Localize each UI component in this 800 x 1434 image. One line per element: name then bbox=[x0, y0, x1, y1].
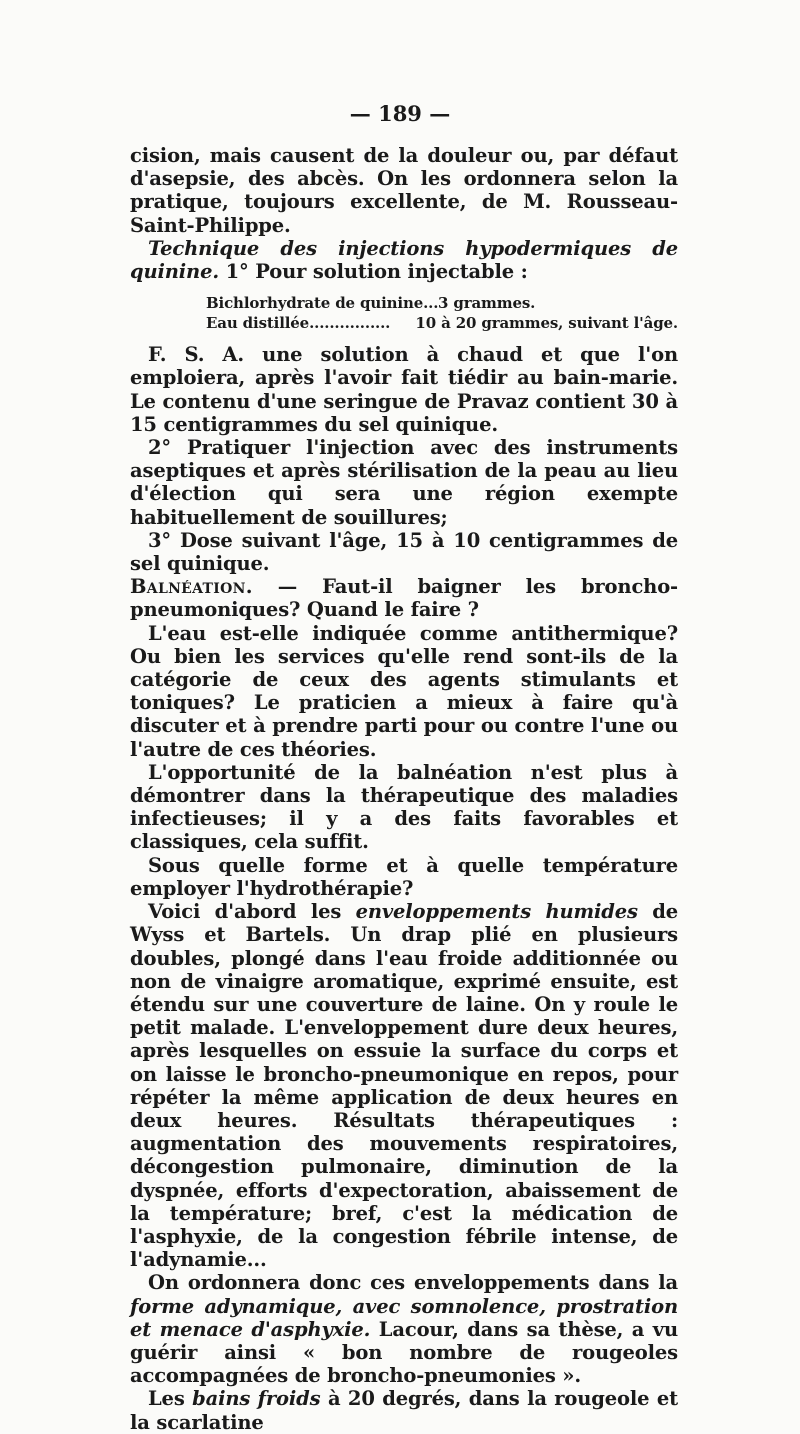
emphasis-forme-adynamique: forme adynamique, avec somnolence, prostration et menace d'asphyxie. bbox=[130, 1294, 678, 1341]
paragraph-step-2: 2° Pratiquer l'injection avec des instruments aseptiques et après stérilisation de la peau au lieu d'élection qui sera une région exempte habituellement de souillures; bbox=[130, 436, 678, 529]
text-run: Les bbox=[148, 1387, 193, 1411]
paragraph-balneation-text: — Faut-il baigner les broncho-pneumoniques? Quand le faire ? bbox=[130, 575, 678, 622]
section-heading-balneation: Balnéation. bbox=[130, 575, 253, 599]
paragraph-balneation bbox=[130, 575, 678, 621]
text-run: Voici d'abord les bbox=[148, 900, 356, 924]
formula-row bbox=[206, 313, 678, 333]
paragraph-continuation: cision, mais causent de la douleur ou, par défaut d'asepsie, des abcès. On les ordonnera selon la pratique, toujours excellente, de M. Rousseau-Saint-Philippe. bbox=[130, 144, 678, 237]
paragraph-bains-froids bbox=[130, 1387, 678, 1433]
paragraph-ordonnance bbox=[130, 1271, 678, 1387]
formula-quantity: 3 grammes. bbox=[438, 294, 536, 313]
page-body bbox=[130, 144, 678, 1434]
formula-quantity: 10 à 20 grammes, suivant l'âge. bbox=[415, 314, 678, 333]
paragraph-opportunite: L'opportunité de la balnéation n'est plus à démontrer dans la thérapeutique des maladies infectieuses; il y a des faits favorables et classiques, cela suffit. bbox=[130, 760, 678, 854]
text-run: Lacour, dans sa thèse, a vu guérir ainsi « bon nombre de rougeoles accompagnées de broncho-pneumonies ». bbox=[130, 1317, 678, 1388]
formula-ingredient: Eau distillée................ bbox=[206, 314, 391, 333]
text-run: à 20 degrés, dans la rougeole et la scarlatine bbox=[130, 1387, 678, 1434]
paragraph-technique-text: 1° Pour solution injectable : bbox=[218, 260, 528, 284]
emphasis-bains-froids: bains froids bbox=[192, 1387, 321, 1411]
paragraph-antithermique: L'eau est-elle indiquée comme antithermique? Ou bien les services qu'elle rend sont-ils de la catégorie de ceux des agents stimulants et toniques? Le praticien a mieux à faire qu'à discuter et à prendre parti pour ou contre l'une ou l'autre de ces théories. bbox=[130, 621, 678, 761]
text-run: de Wyss et Bartels. Un drap plié en plusieurs doubles, plongé dans l'eau froide additionnée ou non de vinaigre aromatique, exprimé ensuite, est étendu sur une couverture de laine. On y roule le petit malade. L'enveloppement dure deux heures, après lesquelles on essuie la surface du corps et on laisse le broncho-pneumonique en repos, pour répéter la même application de deux heures en deux heures. Résultats thérapeutiques : augmentation des mouvements respiratoires, décongestion pulmonaire, diminution de la dyspnée, efforts d'expectoration, abaissement de la température; bref, c'est la médication de l'asphyxie, de la congestion fébrile intense, de l'adynamie... bbox=[130, 900, 678, 1272]
text-run: On ordonnera donc ces enveloppements dans la bbox=[148, 1271, 678, 1295]
formula-ingredient: Bichlorhydrate de quinine... bbox=[206, 294, 438, 313]
prescription-formula bbox=[206, 293, 678, 333]
section-title-injections: Technique des injections hypodermiques de quinine. bbox=[130, 236, 678, 284]
paragraph-technique bbox=[130, 237, 678, 283]
page-number: — 189 — bbox=[349, 101, 451, 126]
paragraph-step-3: 3° Dose suivant l'âge, 15 à 10 centigrammes de sel quinique. bbox=[130, 528, 678, 576]
formula-row bbox=[206, 293, 678, 313]
paragraph-hydrotherapie: Sous quelle forme et à quelle température employer l'hydrothérapie? bbox=[130, 853, 678, 900]
paragraph-enveloppements bbox=[130, 900, 678, 1271]
emphasis-enveloppements: enveloppements humides bbox=[355, 900, 638, 924]
paragraph-fsa: F. S. A. une solution à chaud et que l'on emploiera, après l'avoir fait tiédir au bain-marie. Le contenu d'une seringue de Pravaz contient 30 à 15 centigrammes du sel quinique. bbox=[130, 343, 678, 436]
